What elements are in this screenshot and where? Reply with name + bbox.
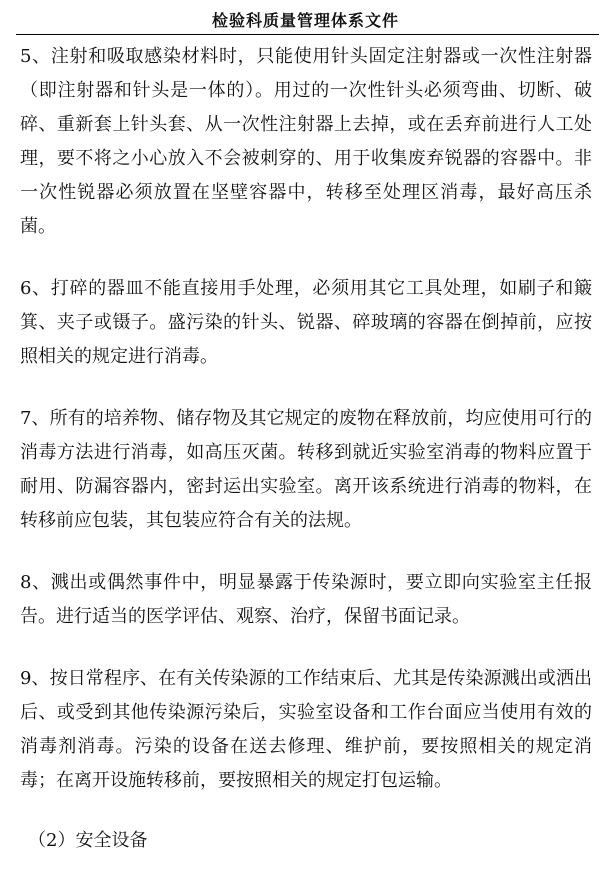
header-divider [16, 34, 599, 35]
section-heading-safety-equipment: （2）安全设备 [28, 830, 148, 851]
paragraph-spacer [20, 634, 592, 662]
document-header-title: 检验科质量管理体系文件 [211, 11, 399, 30]
paragraph-item-6: 6、打碎的器皿不能直接用手处理，必须用其它工具处理，如刷子和簸箕、夹子或镊子。盛污染的针头、锐器、碎玻璃的容器在倒掉前，应按照相关的规定进行消毒。 [20, 278, 592, 367]
paragraph-spacer [20, 798, 592, 824]
paragraph-item-8: 8、溅出或偶然事件中，明显暴露于传染源时，要立即向实验室主任报告。进行适当的医学评估、观察、治疗，保留书面记录。 [20, 572, 592, 627]
paragraph-spacer [20, 244, 592, 272]
paragraph-item-7: 7、所有的培养物、储存物及其它规定的废物在释放前，均应使用可行的消毒方法进行消毒，如高压灭菌。转移到就近实验室消毒的物料应置于耐用、防漏容器内，密封运出实验室。离开该系统进行消毒的物料，在转移前应包装，其包装应符合有关的法规。 [20, 408, 592, 531]
paragraph-spacer [20, 538, 592, 566]
paragraph-spacer [20, 374, 592, 402]
paragraph-item-9: 9、按日常程序、在有关传染源的工作结束后、尤其是传染源溅出或洒出后、或受到其他传染源污染后，实验室设备和工作台面应当使用有效的消毒剂消毒。污染的设备在送去修理、维护前，要按照相关的规定消毒；在离开设施转移前，要按照相关的规定打包运输。 [20, 668, 592, 791]
paragraph-item-5: 5、注射和吸取感染材料时，只能使用针头固定注射器或一次性注射器（即注射器和针头是一体的）。用过的一次性针头必须弯曲、切断、破碎、重新套上针头套、从一次性注射器上去掉，或在丢弃前进行人工处理，要不将之小心放入不会被刺穿的、用于收集废弃锐器的容器中。非一次性锐器必须放置在坚壁容器中，转移至处理区消毒，最好高压杀菌。 [20, 46, 592, 237]
document-body [20, 40, 592, 858]
